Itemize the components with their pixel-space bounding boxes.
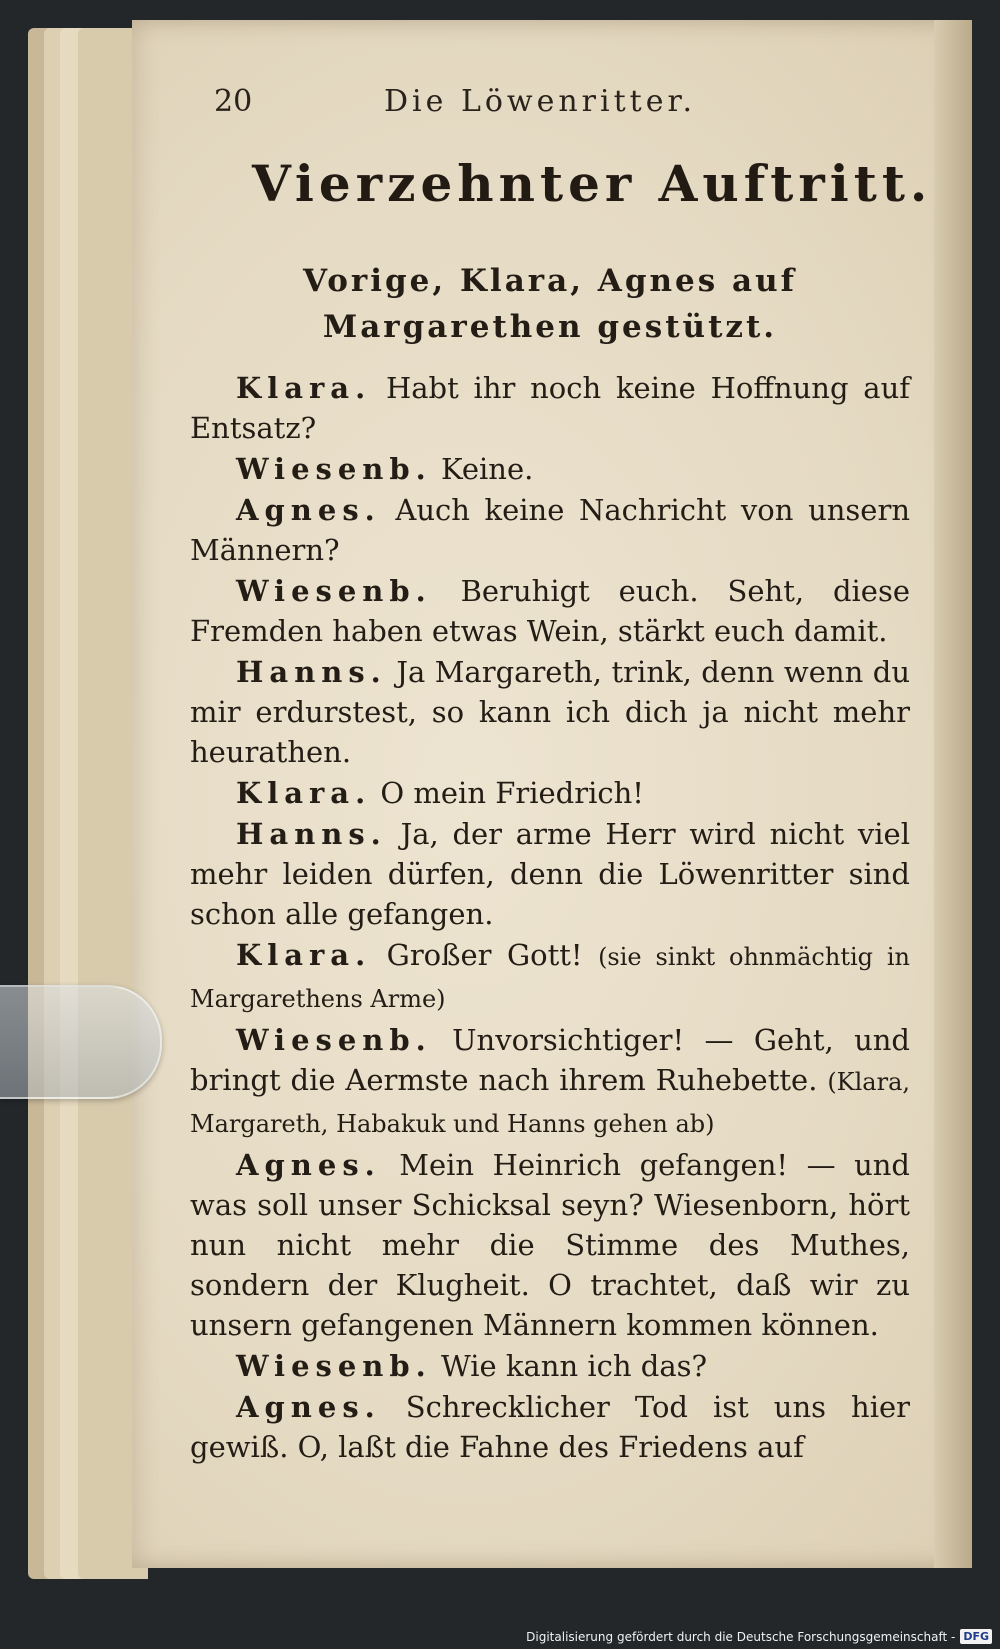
dialogue-text — [190, 368, 910, 1468]
speech-text: O mein Friedrich! — [380, 776, 644, 810]
footer-credit: Digitalisierung gefördert durch die Deutsche Forschungsgemeinschaft - — [526, 1629, 956, 1644]
speaker-name: Wiesenb. — [236, 574, 432, 608]
dfg-logo: DFG — [960, 1629, 992, 1644]
book-page — [132, 20, 972, 1568]
speech-text: Unvorsichtiger! — Geht, und bringt die Aermste nach ihrem Ruhebette. — [190, 1023, 910, 1097]
inline-stage-direction: (sie sinkt ohnmächtig in Margarethens Arme) — [190, 943, 911, 1013]
speech-text: Keine. — [440, 452, 534, 486]
speaker-name: Klara. — [236, 938, 372, 972]
speech-paragraph — [190, 368, 910, 448]
speech-text: Beruhigt euch. Seht, diese Fremden haben etwas Wein, stärkt euch damit. — [190, 574, 910, 648]
speech-paragraph — [190, 490, 910, 570]
speaker-name: Klara. — [236, 371, 372, 405]
speech-paragraph — [190, 773, 910, 813]
speech-paragraph — [190, 652, 910, 772]
speaker-name: Hanns. — [236, 817, 387, 851]
speech-text: Ja, der arme Herr wird nicht viel mehr leiden dürfen, denn die Löwenritter sind schon alle gefangen. — [190, 817, 910, 931]
page-binding — [934, 20, 972, 1568]
speech-paragraph — [190, 1346, 910, 1386]
scene-title: Vierzehnter Auftritt. — [252, 154, 933, 213]
speaker-name: Wiesenb. — [236, 452, 432, 486]
speaker-name: Agnes. — [236, 1390, 381, 1424]
speech-paragraph — [190, 1020, 910, 1144]
stage-direction: Vorige, Klara, Agnes auf Margarethen gestützt. — [303, 263, 797, 345]
speaker-name: Wiesenb. — [236, 1349, 432, 1383]
page-header — [214, 84, 774, 119]
speaker-name: Agnes. — [236, 1148, 381, 1182]
speech-text: Großer Gott! — [386, 938, 583, 972]
speech-text: Wie kann ich das? — [440, 1349, 708, 1383]
speaker-name: Klara. — [236, 776, 372, 810]
speech-text: Auch keine Nachricht von unsern Männern? — [190, 493, 911, 567]
speech-paragraph — [190, 1145, 910, 1345]
speech-paragraph — [190, 449, 910, 489]
speech-text: Habt ihr noch keine Hoffnung auf Entsatz? — [190, 371, 910, 445]
inline-stage-direction: (Klara, Margareth, Habakuk und Hanns gehen ab) — [190, 1068, 910, 1138]
speech-text: Mein Heinrich gefangen! — und was soll unser Schicksal seyn? Wiesenborn, hört nun nicht mehr die Stimme des Muthes, sondern der Klugheit. O trachtet, daß wir zu unsern gefangenen Männern kommen können. — [190, 1148, 910, 1342]
speech-text: Ja Margareth, trink, denn wenn du mir erdurstest, so kann ich dich ja nicht mehr heurathen. — [190, 655, 910, 769]
speech-paragraph — [190, 935, 910, 1019]
running-head: Die Löwenritter. — [384, 84, 697, 119]
speaker-name: Agnes. — [236, 493, 381, 527]
bookmark-clip — [0, 985, 162, 1099]
speech-paragraph — [190, 814, 910, 934]
page-number: 20 — [214, 84, 253, 119]
speech-text: Schrecklicher Tod ist uns hier gewiß. O, laßt die Fahne des Friedens auf — [190, 1390, 910, 1464]
digitization-footer — [526, 1629, 992, 1644]
speaker-name: Hanns. — [236, 655, 387, 689]
speech-paragraph — [190, 1387, 910, 1467]
speaker-name: Wiesenb. — [236, 1023, 432, 1057]
speech-paragraph — [190, 571, 910, 651]
